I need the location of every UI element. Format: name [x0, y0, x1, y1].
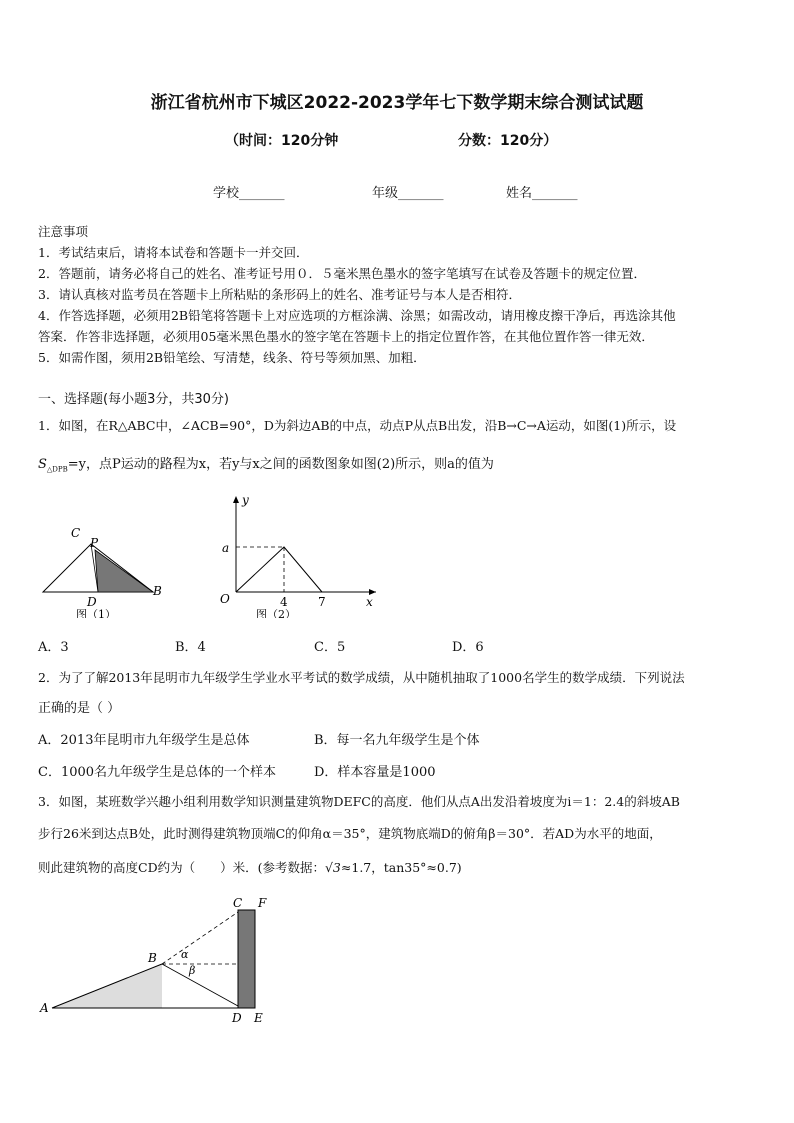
label-alpha: α: [181, 948, 189, 961]
label-d: D: [87, 595, 97, 609]
q3-line1: 3．如图，某班数学兴趣小组利用数学知识测量建筑物DEFC的高度．他们从点A出发沿着坡度为i＝1：2.4的斜坡AB: [38, 794, 680, 809]
q2-line2: 正确的是（ ）: [38, 701, 121, 716]
label-a: A: [40, 1001, 49, 1015]
q1-figure-2: [186, 490, 386, 618]
exam-score: 分数：120分）: [458, 133, 558, 149]
q1-figure-1: [36, 518, 166, 618]
q1-option-a[interactable]: A．3: [38, 640, 69, 655]
q3-line3-text: 则此建筑物的高度CD约为（ ）米．(参考数据：: [38, 860, 325, 875]
a-label: a: [222, 541, 230, 555]
q3-line2: 步行26米到达点B处，此时测得建筑物顶端C的仰角α＝35°，建筑物底端D的俯角β＝30°．若AD为水平的地面，: [38, 826, 662, 841]
notes-heading: 注意事项: [38, 224, 89, 239]
label-c: C: [71, 526, 81, 540]
origin-label: O: [220, 592, 230, 606]
q2-option-c[interactable]: C．1000名九年级学生是总体的一个样本: [38, 765, 277, 780]
label-p: P: [90, 536, 99, 550]
q3-line3-end: ≈1.7，tan35°≈0.7): [340, 860, 462, 875]
label-beta: β: [189, 964, 196, 977]
name-field[interactable]: 姓名_______: [506, 186, 578, 201]
y-axis-arrow: [233, 496, 239, 503]
x-label: x: [366, 595, 373, 609]
q2-option-b[interactable]: B．每一名九年级学生是个体: [314, 733, 480, 748]
note-item: 答案．作答非选择题，必须用05毫米黑色墨水的签字笔在答题卡上的指定位置作答，在其他位置作答一律无效．: [38, 329, 654, 344]
function-graph: [236, 547, 322, 592]
q1-line2-text: =y，点P运动的路程为x，若y与x之间的函数图象如图(2)所示，则a的值为: [67, 457, 494, 472]
label-f: F: [258, 896, 267, 910]
q2-option-d[interactable]: D．样本容量是1000: [314, 765, 436, 780]
figure-1-caption: 图（1）: [76, 608, 116, 618]
sqrt3-symbol: √3: [324, 860, 341, 875]
q1-option-c[interactable]: C．5: [314, 640, 346, 655]
note-item: 5．如需作图，须用2B铅笔绘、写清楚，线条、符号等须加黑、加粗．: [38, 350, 426, 365]
exam-time: （时间：120分钟: [225, 133, 339, 149]
building-defc: [238, 910, 255, 1008]
grade-field[interactable]: 年级_______: [372, 186, 444, 201]
q2-line1: 2．为了了解2013年昆明市九年级学生学业水平考试的数学成绩，从中随机抽取了1000名学生的数学成绩．下列说法: [38, 670, 685, 685]
note-item: 4．作答选择题，必须用2B铅笔将答题卡上对应选项的方框涂满、涂黑；如需改动，请用橡皮擦干净后，再选涂其他: [38, 308, 676, 323]
label-e: E: [254, 1011, 263, 1025]
label-d: D: [232, 1011, 242, 1025]
q3-line3: [38, 858, 462, 876]
label-c: C: [233, 896, 243, 910]
q2-option-a[interactable]: A．2013年昆明市九年级学生是总体: [38, 733, 250, 748]
shaded-triangle-dpb: [95, 550, 153, 592]
page-title: 浙江省杭州市下城区2022-2023学年七下数学期末综合测试试题: [150, 93, 644, 113]
tick-7: 7: [318, 595, 326, 609]
note-item: 3．请认真核对监考员在答题卡上所粘贴的条形码上的姓名、准考证号与本人是否相符．: [38, 287, 521, 302]
note-item: 2．答题前，请务必将自己的姓名、准考证号用０．５毫米黑色墨水的签字笔填写在试卷及答题卡的规定位置．: [38, 266, 646, 281]
q1-line1: 1．如图，在R△ABC中，∠ACB=90°，D为斜边AB的中点，动点P从点B出发，沿B→C→A运动，如图(1)所示，设: [38, 418, 677, 433]
area-symbol: S: [38, 457, 47, 472]
section-heading: 一、选择题(每小题3分，共30分): [38, 392, 229, 407]
q1-option-b[interactable]: B．4: [175, 640, 206, 655]
label-b: B: [148, 951, 157, 965]
tick-4: 4: [280, 595, 288, 609]
q1-line2: [38, 453, 494, 474]
label-b: B: [153, 584, 162, 598]
area-subscript: △DPB: [46, 465, 68, 474]
school-field[interactable]: 学校_______: [213, 186, 285, 201]
sight-line-bd: [162, 964, 238, 1006]
q3-figure: [36, 890, 276, 1026]
note-item: 1．考试结束后，请将本试卷和答题卡一并交回．: [38, 245, 309, 260]
y-label: y: [242, 493, 249, 507]
sight-line-bc: [162, 912, 238, 964]
figure-2-caption: 图（2）: [256, 608, 296, 618]
q1-option-d[interactable]: D．6: [452, 640, 484, 655]
